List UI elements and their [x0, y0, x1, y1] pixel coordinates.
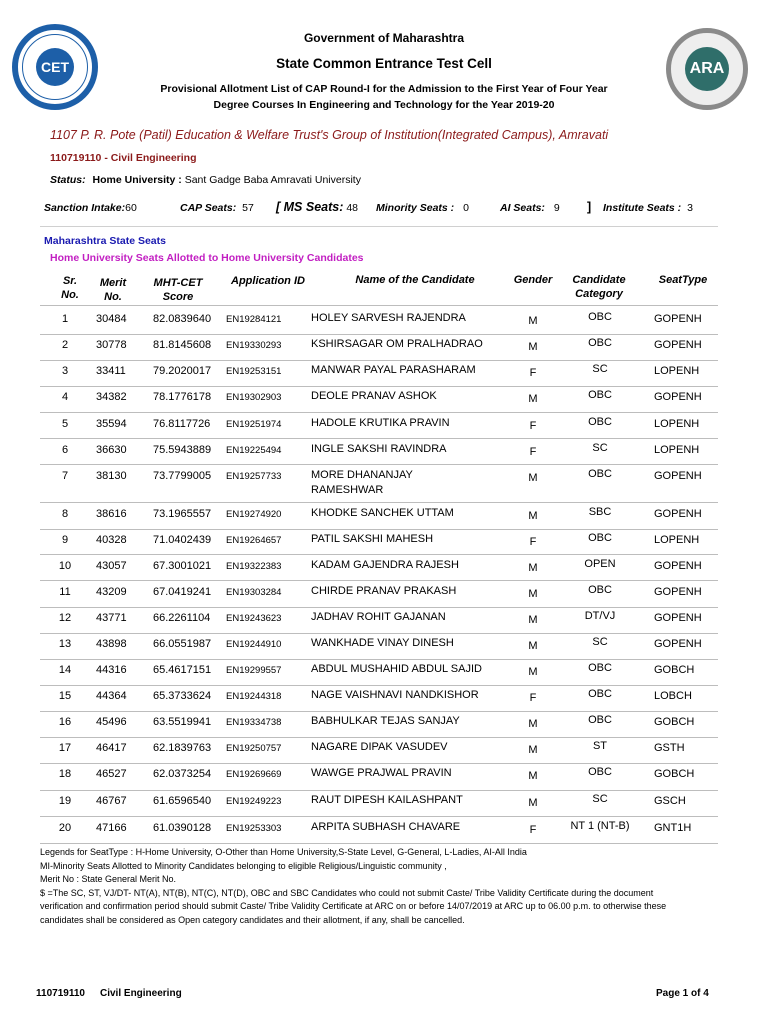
cell-merit: 46767: [96, 795, 127, 807]
institute-title: 1107 P. R. Pote (Patil) Education & Welfare Trust's Group of Institution(Integrated Campus), Amravati: [50, 128, 609, 142]
cell-seat: GOPENH: [654, 586, 702, 598]
cell-sr: 16: [58, 716, 72, 728]
cell-cat: OBC: [588, 389, 612, 401]
cell-sr: 7: [61, 470, 69, 482]
cell-score: 73.7799005: [153, 470, 212, 482]
status-label: Status:: [50, 174, 86, 186]
cell-seat: LOPENH: [654, 444, 700, 456]
cell-seat: LOPENH: [654, 365, 700, 377]
cell-merit: 43898: [96, 638, 127, 650]
cell-name: RAUT DIPESH KAILASHPANT: [311, 794, 463, 806]
cell-app: EN19330293: [226, 340, 282, 351]
cell-seat: GOPENH: [654, 638, 702, 650]
cell-gender: F: [529, 446, 537, 458]
sanction-label: Sanction Intake:: [44, 202, 126, 214]
col-gender: Gender: [513, 274, 553, 286]
cell-gender: M: [528, 770, 538, 782]
cap-seats: [180, 202, 254, 214]
cell-score: 63.5519941: [153, 716, 212, 728]
row-divider: [40, 464, 718, 465]
cell-score: 76.8117726: [153, 418, 211, 430]
cell-merit: 30778: [96, 339, 127, 351]
cap-value: 57: [242, 202, 254, 214]
cell-name: MANWAR PAYAL PARASHARAM: [311, 364, 476, 376]
cell-app: EN19274920: [226, 509, 282, 520]
cell-cat: OBC: [588, 468, 612, 480]
status-value: Home University :: [92, 174, 182, 186]
cell-sr: 14: [58, 664, 72, 676]
cell-merit: 38616: [96, 508, 127, 520]
cell-score: 71.0402439: [153, 534, 212, 546]
cell-sr: 12: [58, 612, 72, 624]
cell-sr: 13: [58, 638, 72, 650]
cell-seat: GNT1H: [654, 822, 692, 834]
cell-merit: 43057: [96, 560, 127, 572]
col-sr: Sr. No.: [61, 275, 79, 301]
inst-label: Institute Seats :: [603, 202, 682, 214]
cell-app: EN19302903: [226, 392, 282, 403]
cell-merit: 43209: [96, 586, 127, 598]
cell-app: EN19244910: [226, 639, 282, 650]
cell-score: 62.1839763: [153, 742, 212, 754]
legend-line: $ =The SC, ST, VJ/DT- NT(A), NT(B), NT(C), NT(D), OBC and SBC Candidates who could not submit Caste/ Tribe Validity Certificate during the document: [40, 887, 654, 898]
cell-seat: GSTH: [654, 742, 685, 754]
state-seats-label: Maharashtra State Seats: [44, 235, 166, 247]
cell-name: JADHAV ROHIT GAJANAN: [311, 611, 446, 623]
cell-seat: LOBCH: [654, 690, 692, 702]
minority-seats: [376, 202, 469, 214]
row-divider: [40, 334, 718, 335]
cell-cat: OBC: [588, 584, 612, 596]
inst-value: 3: [687, 202, 693, 214]
institute-seats: [603, 202, 693, 214]
cell-cat: OBC: [588, 766, 612, 778]
cell-app: EN19243623: [226, 613, 282, 624]
cell-cat: OBC: [588, 416, 612, 428]
row-divider: [40, 633, 718, 634]
cell-app: EN19244318: [226, 691, 282, 702]
footer-code: 110719110: [36, 988, 85, 999]
cell-app: EN19253151: [226, 366, 282, 377]
cell-name: KSHIRSAGAR OM PRALHADRAO: [311, 338, 483, 350]
legend-line: verification and confirmation period should submit Caste/ Tribe Validity Certificate at ARC on or before 14/07/2019 at ARC up to 06.00 p.m. to otherwise these: [40, 901, 667, 911]
cell-app: EN19322383: [226, 561, 282, 572]
cell-sr: 17: [58, 742, 72, 754]
cell-merit: 36630: [96, 444, 127, 456]
cell-sr: 10: [58, 560, 72, 572]
cell-merit: 46417: [96, 742, 127, 754]
cell-score: 65.3733624: [153, 690, 212, 702]
cell-app: EN19334738: [226, 717, 282, 728]
legend-line: Legends for SeatType : H-Home University, O-Other than Home University,S-State Level, G-General, L-Ladies, AI-All India: [40, 847, 527, 857]
cell-cat: OPEN: [584, 558, 616, 570]
list-title-line1: Provisional Allotment List of CAP Round-I for the Admission to the First Year of Four Year: [160, 83, 608, 95]
legend-line: MI-Minority Seats Allotted to Minority Candidates belonging to eligible Religious/Linguistic community ,: [40, 860, 447, 871]
ms-label: [ MS Seats:: [276, 200, 344, 214]
minority-value: 0: [463, 202, 469, 214]
cell-name: NAGARE DIPAK VASUDEV: [311, 741, 448, 753]
row-divider: [40, 711, 718, 712]
cell-name: ABDUL MUSHAHID ABDUL SAJID: [311, 663, 482, 675]
cell-seat: GOPENH: [654, 339, 702, 351]
cell-merit: 44364: [96, 690, 127, 702]
cell-merit: 46527: [96, 768, 127, 780]
cell-name: DEOLE PRANAV ASHOK: [311, 390, 437, 402]
cell-name: CHIRDE PRANAV PRAKASH: [311, 585, 457, 597]
cell-cat: NT 1 (NT-B): [570, 820, 630, 832]
col-merit: Merit No.: [99, 277, 127, 303]
cell-cat: OBC: [588, 662, 612, 674]
cell-sr: 2: [61, 339, 69, 351]
cell-name: NAGE VAISHNAVI NANDKISHOR: [311, 689, 479, 701]
row-divider: [40, 438, 718, 439]
cell-cat: OBC: [588, 688, 612, 700]
cell-name: KADAM GAJENDRA RAJESH: [311, 559, 459, 571]
cell-merit: 45496: [96, 716, 127, 728]
cell-sr: 15: [58, 690, 72, 702]
cell-sr: 11: [59, 586, 71, 598]
cell-cat: SBC: [588, 506, 612, 518]
minority-label: Minority Seats :: [376, 202, 455, 214]
header-rule: [40, 305, 718, 306]
row-divider: [40, 685, 718, 686]
sanction-intake: [44, 202, 137, 214]
cell-sr: 5: [61, 418, 69, 430]
cell-score: 73.1965557: [153, 508, 212, 520]
cell-seat: GOPENH: [654, 391, 702, 403]
seats-bracket: ]: [587, 200, 592, 214]
cell-merit: 38130: [96, 470, 127, 482]
row-divider: [40, 607, 718, 608]
ai-seats: [500, 202, 560, 214]
list-title-line2: Degree Courses In Engineering and Technology for the Year 2019-20: [213, 99, 555, 111]
cell-app: EN19250757: [226, 743, 282, 754]
cell-app: EN19253303: [226, 823, 282, 834]
cell-gender: M: [528, 341, 538, 353]
cell-seat: GSCH: [654, 795, 686, 807]
row-divider: [40, 816, 718, 817]
cell-app: EN19299557: [226, 665, 282, 676]
cap-label: CAP Seats:: [180, 202, 237, 214]
cell-cat: ST: [592, 740, 608, 752]
university-name: Sant Gadge Baba Amravati University: [184, 174, 361, 186]
cell-gender: M: [528, 797, 538, 809]
cell-gender: M: [528, 718, 538, 730]
cell-sr: 4: [61, 391, 69, 403]
cell-gender: M: [528, 315, 538, 327]
cell-sr: 8: [61, 508, 69, 520]
cell-gender: M: [528, 744, 538, 756]
cell-seat: GOPENH: [654, 612, 702, 624]
cell-name: BABHULKAR TEJAS SANJAY: [311, 715, 460, 727]
cell-gender: M: [528, 472, 538, 484]
cell-cat: OBC: [588, 714, 612, 726]
cell-cat: SC: [592, 442, 608, 454]
cell-name: MORE DHANANJAY RAMESHWAR: [311, 469, 413, 496]
cell-gender: M: [528, 510, 538, 522]
cell-name: HOLEY SARVESH RAJENDRA: [311, 312, 466, 324]
row-divider: [40, 737, 718, 738]
cell-app: EN19249223: [226, 796, 282, 807]
cell-name: HADOLE KRUTIKA PRAVIN: [311, 417, 450, 429]
cell-name: WAWGE PRAJWAL PRAVIN: [311, 767, 452, 779]
cell-cat: SC: [592, 793, 608, 805]
cell-app: EN19284121: [226, 314, 282, 325]
cell-score: 66.0551987: [153, 638, 212, 650]
row-divider: [40, 843, 718, 844]
cell-merit: 43771: [96, 612, 127, 624]
cell-gender: M: [528, 640, 538, 652]
cell-gender: M: [528, 562, 538, 574]
ms-seats: [276, 200, 358, 214]
cell-seat: GOBCH: [654, 768, 695, 780]
row-divider: [40, 659, 718, 660]
cell-app: EN19303284: [226, 587, 282, 598]
row-divider: [40, 529, 718, 530]
cet-logo-text: CET: [36, 48, 74, 86]
footer-page: Page 1 of 4: [656, 988, 709, 999]
cell-sr: 6: [61, 444, 69, 456]
footer-course: Civil Engineering: [100, 988, 182, 999]
cell-name: WANKHADE VINAY DINESH: [311, 637, 454, 649]
row-divider: [40, 360, 718, 361]
cell-merit: 40328: [96, 534, 127, 546]
cell-app: EN19269669: [226, 769, 282, 780]
cell-sr: 20: [58, 822, 72, 834]
cell-score: 66.2261104: [153, 612, 211, 624]
cell-seat: LOPENH: [654, 418, 700, 430]
cell-score: 67.3001021: [153, 560, 212, 572]
cell-score: 81.8145608: [153, 339, 212, 351]
cell-cat: DT/VJ: [584, 610, 616, 622]
cell-gender: M: [528, 393, 538, 405]
cell-score: 62.0373254: [153, 768, 212, 780]
cell-sr: 3: [61, 365, 69, 377]
cell-merit: 44316: [96, 664, 127, 676]
cell-score: 61.0390128: [153, 822, 212, 834]
cell-seat: GOPENH: [654, 313, 702, 325]
legend-line: candidates shall be considered as Open category candidates and their allotment, if any, shall be cancelled.: [40, 914, 465, 925]
header-divider: [40, 226, 718, 227]
cell-sr: 18: [58, 768, 72, 780]
cell-score: 61.6596540: [153, 795, 212, 807]
cell-score: 78.1776178: [153, 391, 212, 403]
home-seats-label: Home University Seats Allotted to Home University Candidates: [50, 252, 364, 264]
cell-sr: 19: [58, 795, 72, 807]
col-score: MHT-CET Score: [153, 277, 203, 303]
cell-score: 75.5943889: [153, 444, 212, 456]
cell-cat: OBC: [588, 311, 612, 323]
cell-gender: F: [529, 692, 537, 704]
cell-app: EN19257733: [226, 471, 282, 482]
legend-line: Merit No : State General Merit No.: [40, 874, 177, 884]
cell-merit: 33411: [96, 365, 126, 377]
cell-seat: GOBCH: [654, 664, 695, 676]
cell-merit: 34382: [96, 391, 127, 403]
cell-seat: GOBCH: [654, 716, 695, 728]
cell-name: KHODKE SANCHEK UTTAM: [311, 507, 454, 519]
cell-app: EN19251974: [226, 419, 282, 430]
cell-seat: GOPENH: [654, 470, 702, 482]
cell-gender: F: [529, 536, 537, 548]
sanction-value: 60: [125, 202, 137, 214]
cell-gender: M: [528, 614, 538, 626]
col-category: Candidate Category: [572, 274, 626, 300]
row-divider: [40, 763, 718, 764]
row-divider: [40, 580, 718, 581]
cell-gender: M: [528, 588, 538, 600]
cell-name: ARPITA SUBHASH CHAVARE: [311, 821, 461, 833]
cell-seat: GOPENH: [654, 508, 702, 520]
cell-cat: OBC: [588, 337, 612, 349]
col-name: Name of the Candidate: [355, 274, 475, 286]
cell-score: 79.2020017: [153, 365, 212, 377]
cell-seat: GOPENH: [654, 560, 702, 572]
cell-name: PATIL SAKSHI MAHESH: [311, 533, 434, 545]
cell-app: EN19264657: [226, 535, 282, 546]
row-divider: [40, 502, 718, 503]
cell-app: EN19225494: [226, 445, 282, 456]
cell-name: INGLE SAKSHI RAVINDRA: [311, 443, 447, 455]
cell-cat: SC: [592, 636, 608, 648]
cell-gender: M: [528, 666, 538, 678]
ai-value: 9: [553, 202, 560, 214]
cell-score: 67.0419241: [153, 586, 212, 598]
cell-merit: 47166: [96, 822, 127, 834]
gov-title: Government of Maharashtra: [303, 31, 465, 45]
cell-seat: LOPENH: [654, 534, 700, 546]
ms-value: 48: [346, 202, 358, 214]
row-divider: [40, 554, 718, 555]
ara-logo-text: ARA: [685, 47, 729, 91]
cell-score: 82.0839640: [153, 313, 212, 325]
row-divider: [40, 412, 718, 413]
cell-gender: F: [529, 420, 537, 432]
cell-score: 65.4617151: [153, 664, 212, 676]
ai-label: AI Seats:: [500, 202, 545, 214]
cell-gender: F: [529, 367, 537, 379]
col-app: Application ID: [231, 275, 305, 287]
status-line: [50, 174, 361, 186]
cell-gender: F: [529, 824, 537, 836]
cell-sr: 9: [61, 534, 69, 546]
cell-merit: 35594: [96, 418, 127, 430]
cell-merit: 30484: [96, 313, 127, 325]
cell-cat: OBC: [588, 532, 612, 544]
row-divider: [40, 386, 718, 387]
col-seattype: SeatType: [658, 274, 708, 286]
course-title: 110719110 - Civil Engineering: [50, 152, 197, 164]
cell-title: State Common Entrance Test Cell: [276, 56, 492, 71]
cell-sr: 1: [61, 313, 69, 325]
cell-cat: SC: [592, 363, 608, 375]
row-divider: [40, 790, 718, 791]
